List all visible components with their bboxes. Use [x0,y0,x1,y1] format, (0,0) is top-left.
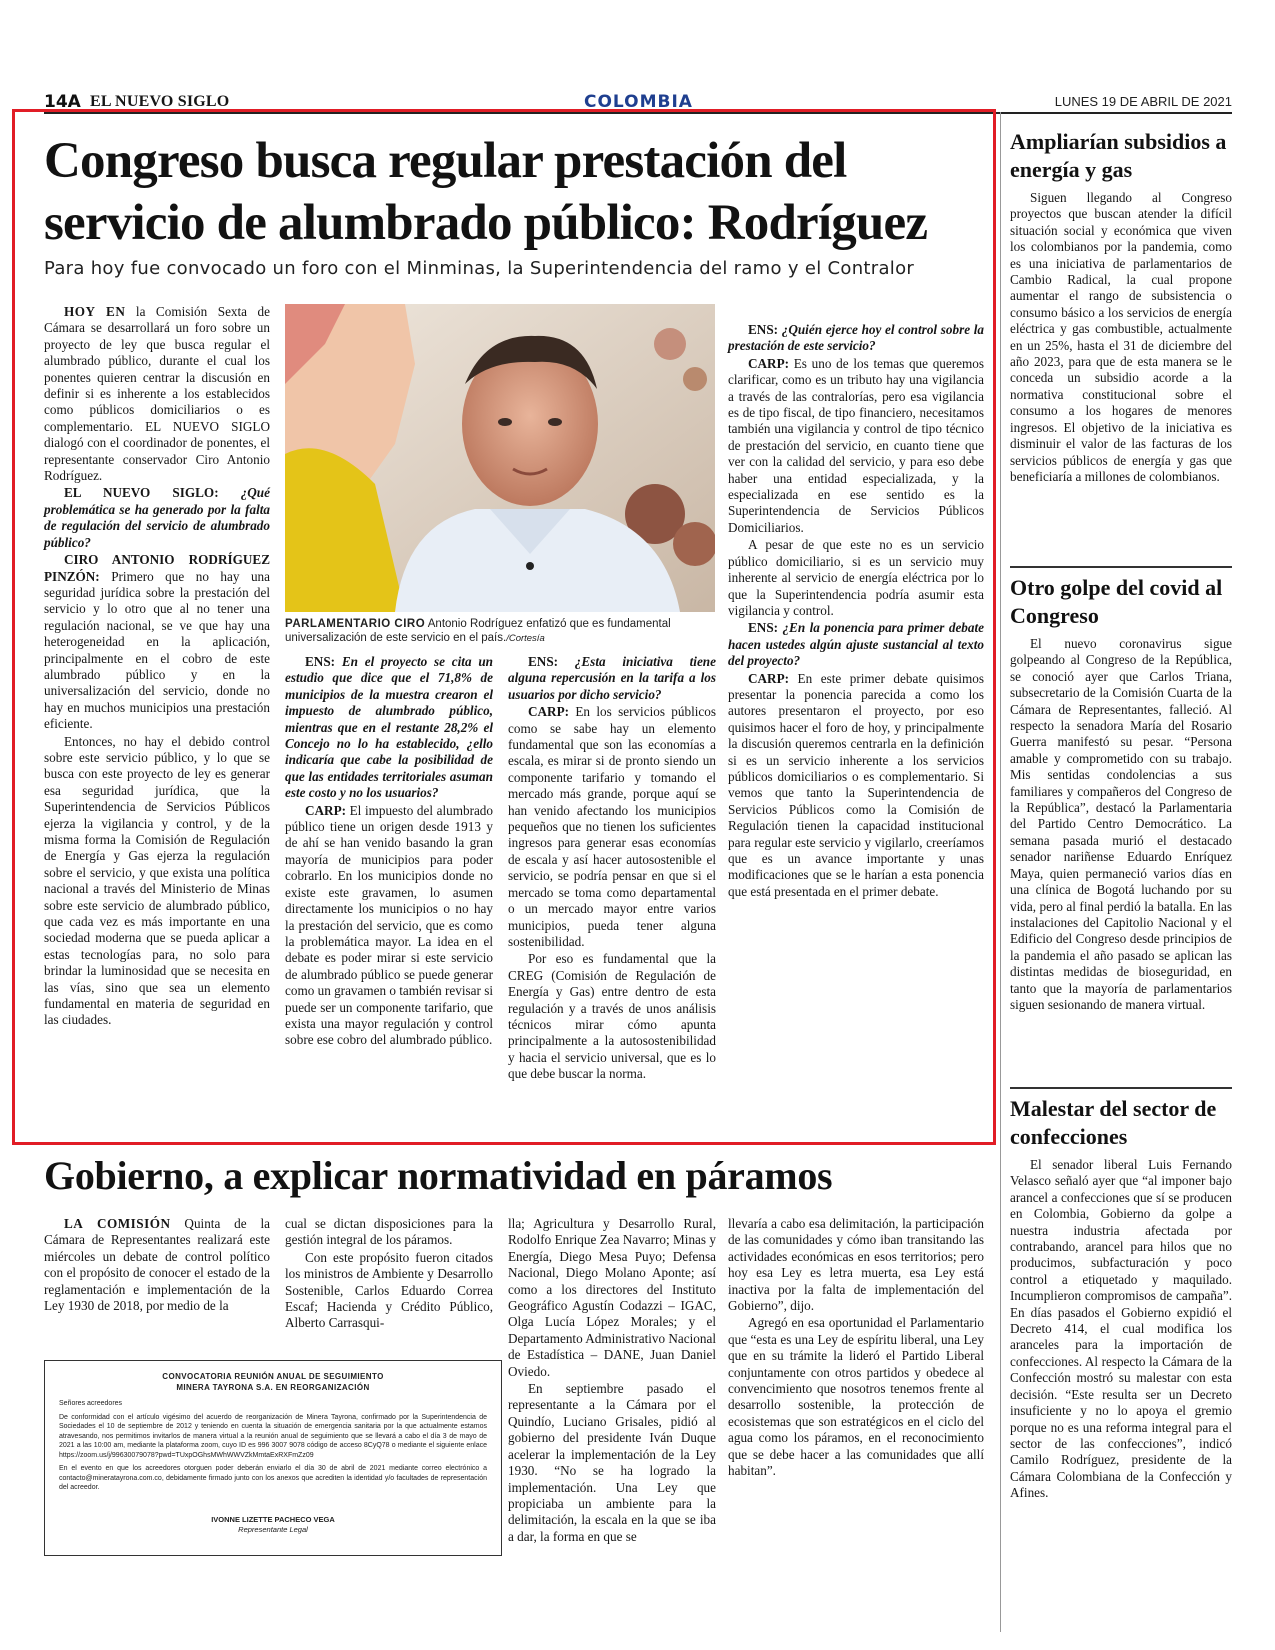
lead-in: LA COMISIÓN [64,1216,171,1231]
question-speaker: ENS: [748,322,779,337]
notice-company: MINERA TAYRONA S.A. EN REORGANIZACIÓN [176,1383,370,1392]
answer-speaker: CARP: [748,670,790,686]
paragraph: En septiembre pasado el representante a la Cámara por el Quindío, Luciano Grisales, pidió al gobierno del presidente Iván Duque acelerar la implementación de la Ley 1930. “No se ha logrado la implementación. Una Ley que propiciaba un ambiente para la delimitación, la escala en la que se iba a dar, la forma en que se [508,1381,716,1544]
answer-text: En este primer debate quisimos presentar la ponencia parecida a como los autores presentaron el proyecto, por eso quisimos hacer el foro de hoy, y principalmente la discusión queremos centrarla en la definición si es un servicio inherente a los servicios públicos domiciliarios o es complementario. Si vemos que tanto la Superintendencia de Servicios Públicos como la Comisión de Regulación tienen la capacidad institucional para regular este servicio y vigilarlo, creeríamos que es un avance importante y unas modificaciones que se le harían a esta ponencia que está presentada en el primer debate. [728,670,984,899]
paragraph: Agregó en esa oportunidad el Parlamentario que “esta es una Ley de espíritu liberal, una Ley que en su trámite la lideró el Partido Liberal conjuntamente con otros partidos y obedece al convencimiento que nosotros tenemos frente al desarrollo sostenible, la protección de ecosistemas que son estratégicos en el ciclo del agua como los páramos, en el reconocimiento que se debe hacer a las comunidades que allí habitan”. [728,1315,984,1479]
main-headline: Congreso busca regular prestación del servicio de alumbrado público: Rodríguez [44,133,928,251]
sidebar-brief-3 [1010,1095,1232,1502]
second-col-3 [508,1216,716,1546]
notice-salutation: Señores acreedores [59,1400,123,1407]
sidebar-divider [1000,112,1001,1632]
issue-date: LUNES 19 DE ABRIL DE 2021 [1054,94,1232,109]
caption-credit: /Cortesía [506,633,545,644]
brief-text-wrap [1010,1157,1232,1502]
paragraph: la Comisión Sexta de Cámara se desarrollará un foro sobre un proyecto de ley que busca regular el alumbrado público, durante el cual los ponentes quieren centrar la discusión en definir si es inherente a los establecidos como públicos domiciliarios o es complementario. EL NUEVO SIGLO dialogó con el coordinador de ponentes, el representante conservador Ciro Antonio Rodríguez. [44,304,270,484]
notice-body-2: En el evento en que los acreedores otorguen poder deberán enviarlo el día 30 de abril de 2021 mediante correo electrónico a contacto@mineratayrona.com.co, debidamente firmado junto con los anexos que acrediten la identidad y/o facultades de representación del acreedor. [59,1465,487,1491]
question-text: ¿Quién ejerce hoy el control sobre la prestación de este servicio? [728,322,984,354]
notice-signer-role: Representante Legal [238,1524,308,1534]
brief-text: Siguen llegando al Congreso proyectos que buscan atender la difícil situación social y económica que viven los colombianos por la pandemia, como es una iniciativa de parlamentarios de Cambio Radical, la cual propone aumentar el rango de subsistencia o consumo básico a los servicios de energía eléctrica y gas combustible, actualmente en un 25%, hasta el 31 de diciembre del año 2023, para que de esta manera se le conceda un subsidio acorde a la normativa constitucional sobre el consumo a los hogares de menores ingresos. El objetivo de la iniciativa es disminuir el valor de las facturas de los servicios públicos de energía y gas que beneficiaría a millones de colombianos. [1010,190,1232,484]
caption-lead: PARLAMENTARIO CIRO [285,618,426,630]
paragraph: Quinta de la Cámara de Representantes realizará este miércoles un debate de control político con el propósito de conocer el estado de la reglamentación e implementación de la Ley 1930 de 2018, por medio de la [44,1216,270,1314]
paragraph: A pesar de que este no es un servicio público domiciliario, si es un servicio muy inherente al servicio de energía eléctrica por lo que la Superintendencia podría asumir esta vigilancia y control. [728,537,984,618]
answer-speaker: CARP: [748,355,790,371]
answer-speaker: CARP: [305,802,347,818]
question-speaker: ENS: [748,620,779,636]
brief-text-wrap [1010,190,1232,485]
section-name: COLOMBIA [584,92,693,112]
answer-speaker: CIRO ANTONIO RODRÍGUEZ PINZÓN: [44,552,270,584]
brief-title: Ampliarían subsidios a energía y gas [1010,129,1227,182]
sidebar-brief-2 [1010,574,1232,1013]
question-text: ¿Qué problemática se ha generado por la falta de regulación del servicio de alumbrado público? [44,485,270,550]
answer-text: El impuesto del alumbrado público tiene un origen desde 1913 y de ahí se han venido basando la gran mayoría de municipios para poder cobrarlo. En los municipios donde no existe este gravamen, lo asumen directamente los municipios o no hay la prestación del servicio, que es como la problemática mayor. La idea en el debate es poder mirar si este servicio de alumbrado público se puede generar como un gravamen o también revisar si puede ser un componente tarifario, que exista una mayor regulación y control sobre ese cobro del alumbrado público. [285,802,494,1048]
main-subheadline: Para hoy fue convocado un foro con el Minminas, la Superintendencia del ramo y el Contralor [44,258,915,279]
question-text: ¿En la ponencia para primer debate hacen ustedes algún ajuste sustancial al texto del proyecto? [728,620,984,669]
sidebar-separator [1010,1087,1232,1089]
brief-title: Otro golpe del covid al Congreso [1010,575,1223,628]
lead-in: HOY EN [64,304,126,319]
second-col-2 [285,1216,493,1333]
paragraph: Entonces, no hay el debido control sobre este servicio público, y lo que se busca con este proyecto de ley es generar esa seguridad jurídica, que la Superintendencia de Servicios Públicos ejerza la vigilancia y control, y de la misma forma la Comisión de Regulación de Energía y Gas ejerza la regulación sobre el servicio, y que exista una política nacional a través del Ministerio de Minas sobre este servicio de alumbrado público, que cada vez es más importante en una sociedad moderna que se pueda aplicar a estas tecnologías para, no solo para brindar la luminosidad que se necesita en las vías, sino que sea un elemento fundamental en materia de seguridad en las ciudades. [44,733,270,1028]
paragraph: cual se dictan disposiciones para la gestión integral de los páramos. [285,1216,493,1248]
question-speaker: ENS: [528,654,559,669]
question-text: En el proyecto se cita un estudio que dice que el 71,8% de municipios de la muestra crearon el impuesto de alumbrado público, mientras que en el restante 28,2% el Concejo no lo ha establecido, ¿ello indicaría que cabe la posibilidad de que las entidades territoriales asuman este costo y no los usuarios? [285,654,493,801]
main-col-3 [508,654,716,1084]
paragraph: Con este propósito fueron citados los ministros de Ambiente y Desarrollo Sostenible, Carlos Eduardo Correa Escaf; Hacienda y Crédito Público, Alberto Carrasqui- [285,1249,493,1331]
brief-title: Malestar del sector de confecciones [1010,1096,1217,1149]
legal-notice [44,1360,502,1556]
second-headline: Gobierno, a explicar normatividad en páramos [44,1153,833,1198]
question-speaker: EL NUEVO SIGLO: [64,485,219,501]
main-col-2 [285,654,493,1050]
photo-representative [285,304,715,612]
second-col-1 [44,1216,270,1315]
main-col-1 [44,304,270,1030]
paragraph: lla; Agricultura y Desarrollo Rural, Rodolfo Enrique Zea Navarro; Minas y Energía, Diego Mesa Puyo; Defensa Nacional, Diego Molano Aponte; así como a los directores del Instituto Geográfico Agustín Codazzi – IGAC, Olga Lucía López Morales; y el Departamento Administrativo Nacional de Estadística – DANE, Juan Daniel Oviedo. [508,1216,717,1379]
brief-text: El senador liberal Luis Fernando Velasco señaló ayer que “al imponer bajo arancel a confecciones que sí se producen en Colombia, Gobierno da golpe a nuestra industria afectada por contrabando, arancel para hilos que no producimos, subfacturación y poco control a etiquetado y maquilado. Incumplieron compromisos de campaña”. En días pasados el Gobierno expidió el Decreto 414, el cual modifica los aranceles para la importación de confecciones. Al respecto la Cámara de la Confección mostró su malestar con esta decisión. “Este resulta ser un Decreto insuficiente y no lo apoya el gremio porque no es una reforma integral para el sector de las confecciones”, indicó Camilo Rodríguez, presidente de la Cámara Colombiana de la Confección y Afines. [1010,1157,1232,1501]
brief-text-wrap [1010,636,1232,1013]
question-text: ¿Esta iniciativa tiene alguna repercusión en la tarifa a los usuarios por dicho servicio? [508,654,716,702]
answer-text: Es uno de los temas que queremos clarificar, como es un tributo hay una vigilancia a través de las contralorías, pero esa vigilancia es de tipo fiscal, de tipo financiero, necesitamos también una vigilancia y control de tipo técnico de prestación del servicio, en cuanto tiene que ver con la calidad del servicio, y para eso debe haber una entidad especializada, y la especializada en ese sentido es la Superintendencia de Servicios Públicos Domiciliarios. [728,355,984,535]
sidebar-separator [1010,566,1232,568]
photo-caption [285,617,715,646]
second-col-4 [728,1216,984,1481]
notice-signer: IVONNE LIZETTE PACHECO VEGA [211,1514,335,1524]
main-col-4 [728,322,984,901]
caption-text: Antonio Rodríguez enfatizó que es fundamental universalización de este servicio en el país. [285,618,671,644]
page-number: 14A [44,92,81,112]
paper-name: EL NUEVO SIGLO [90,93,230,110]
sidebar-brief-1 [1010,128,1232,485]
answer-text: En los servicios públicos como se sabe hay un elemento fundamental que son las economías a escala, es mirar si de pronto siendo un componente tarifario y tomando el mercado más grande, porque aquí se han venido afectando los municipios pequeños que no tienen los suficientes ingresos para generar esas economías de escala y así hacer autosostenible el servicio, se podría pensar en que si el mercado se toma como departamental o un mercado mayor entre varios municipios, pueda tener alguna sostenibilidad. [508,704,716,949]
paragraph: Por eso es fundamental que la CREG (Comisión de Regulación de Energía y Gas) entre dentro de esta regulación y a través de unos análisis técnicos mirar cómo apunta principalmente a la autosostenibilidad y hacia el servicio universal, que es lo que debe buscar la norma. [508,951,716,1082]
question-speaker: ENS: [305,654,336,669]
notice-title: CONVOCATORIA REUNIÓN ANUAL DE SEGUIMIENTO [162,1372,384,1381]
paragraph: llevaría a cabo esa delimitación, la participación de las comunidades y cómo iban transitando las actividades económicas en esos territorios; pero hoy esa Ley es letra muerta, esa Ley está inactiva por la falta de implementación del Gobierno”, dijo. [728,1216,984,1314]
answer-text: Primero que no hay una seguridad jurídica sobre la prestación del servicio y lo otro que al no tener una regulación nacional, se ve que hay una heterogeneidad en la aplicación, principalmente en el cobro de este alumbrado público y en la universalización del servicio, donde no hay en muchos municipios una prestación eficiente. [44,568,270,732]
brief-text: El nuevo coronavirus sigue golpeando al Congreso de la República, se conoció ayer que Carlos Triana, subsecretario de la Comisión Cuarta de la Cámara de Representantes, falleció. Al respecto la senadora María del Rosario Guerra manifestó su pesar. “Persona amable y comprometido con su trabajo. Mis sentidas condolencias a sus familiares y compañeros del Congreso de la República”, destacó la Parlamentaria del Partido Centro Democrático. La semana pasada murió el destacado senador nariñense Eduardo Enríquez Maya, quien permaneció varios días en una clínica de Bogotá luchando por su vida, pero al final perdió la batalla. En las instalaciones del Capitolio Nacional y el Edificio del Congreso desde principios de la pandemia el año pasado se aplican las distintas medidas de bioseguridad, en tanto que la mayoría de parlamentarios siguen sesionando de manera virtual. [1010,636,1232,1012]
portrait-image [285,304,715,612]
answer-speaker: CARP: [528,704,570,720]
notice-body: De conformidad con el artículo vigésimo del acuerdo de reorganización de Minera Tayrona, confirmado por la Superintendencia de Sociedades el 10 de septiembre de 2012 y teniendo en cuenta la situación de emergencia sanitaria por la que actualmente estamos atravesando, nos permitimos invitarlos de manera virtual a la reunión anual de seguimiento que se llevará a cabo el día 3 de mayo de 2021 a las 10:00 am, mediante la plataforma zoom, cuyo ID es 996 3007 9078 código de acceso 8CyQ78 o mediante el siguiente enlace https://zoom.us/j/99630079078?pwd=TUxpOGhsMWhWWVZkMmtaExRXFmZz09 [59,1413,487,1459]
